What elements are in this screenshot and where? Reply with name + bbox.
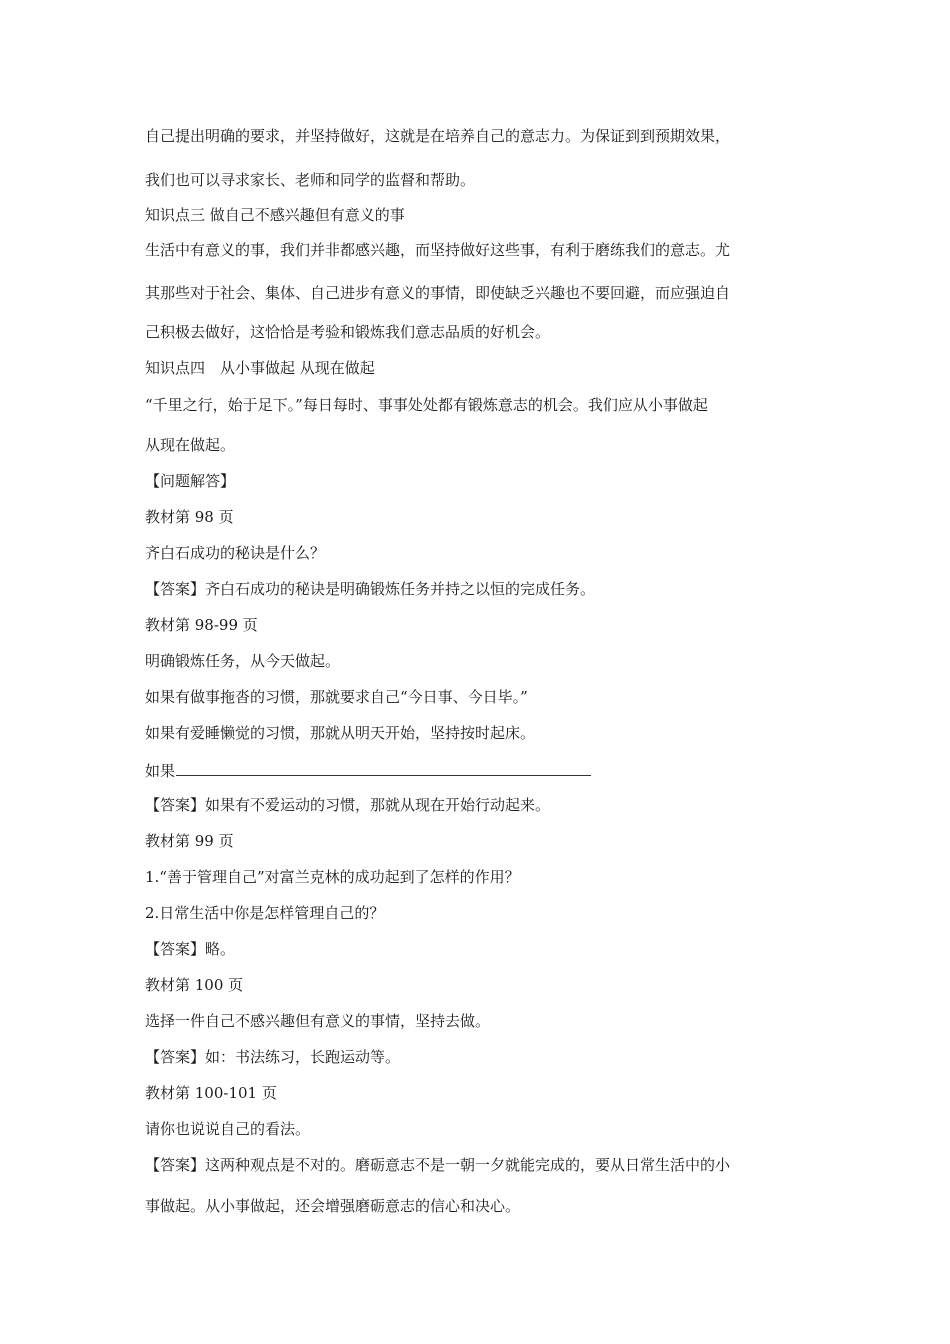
question-line: 选择一件自己不感兴趣但有意义的事情，坚持去做。 [145,1012,491,1030]
section-heading: 知识点三 做自己不感兴趣但有意义的事 [145,206,405,224]
textbook-page-ref: 教材第 98 页 [145,508,234,526]
body-line: 己积极去做好，这恰恰是考验和锻炼我们意志品质的好机会。 [145,323,551,341]
question-line: 请你也说说自己的看法。 [145,1120,311,1138]
textbook-page-ref: 教材第 99 页 [145,832,234,850]
answer-line: 【答案】如：书法练习，长跑运动等。 [145,1048,401,1066]
textbook-page-ref: 教材第 100-101 页 [145,1084,277,1102]
body-line: “千里之行，始于足下。”每日每时、事事处处都有锻炼意志的机会。我们应从小事做起 [145,396,708,414]
textbook-page-ref: 教材第 100 页 [145,976,244,994]
section-heading: 【问题解答】 [145,472,236,490]
answer-line: 【答案】略。 [145,940,236,958]
question-line: 如果有爱睡懒觉的习惯，那就从明天开始，坚持按时起床。 [145,724,536,742]
question-line: 齐白石成功的秘诀是什么？ [145,544,326,562]
question-line: 明确锻炼任务，从今天做起。 [145,652,341,670]
textbook-page-ref: 教材第 98-99 页 [145,616,258,634]
fill-in-prefix: 如果 [145,762,176,780]
body-line: 我们也可以寻求家长、老师和同学的监督和帮助。 [145,171,476,189]
answer-line: 事做起。从小事做起，还会增强磨砺意志的信心和决心。 [145,1197,521,1215]
section-heading: 知识点四 从小事做起 从现在做起 [145,359,375,377]
question-line: 1.“善于管理自己”对富兰克林的成功起到了怎样的作用？ [145,868,520,886]
answer-line: 【答案】这两种观点是不对的。磨砺意志不是一朝一夕就能完成的，要从日常生活中的小 [145,1156,731,1174]
question-line: 2.日常生活中你是怎样管理自己的？ [145,904,385,922]
body-line: 生活中有意义的事，我们并非都感兴趣，而坚持做好这些事，有利于磨练我们的意志。尤 [145,241,731,259]
answer-line: 【答案】如果有不爱运动的习惯，那就从现在开始行动起来。 [145,796,551,814]
fill-in-line [145,759,591,781]
question-line: 如果有做事拖沓的习惯，那就要求自己“今日事、今日毕。” [145,688,528,706]
answer-line: 【答案】齐白石成功的秘诀是明确锻炼任务并持之以恒的完成任务。 [145,580,596,598]
body-line: 从现在做起。 [145,436,236,454]
fill-in-blank [175,759,591,781]
body-line: 自己提出明确的要求，并坚持做好，这就是在培养自己的意志力。为保证到到预期效果， [145,127,731,145]
body-line: 其那些对于社会、集体、自己进步有意义的事情，即使缺乏兴趣也不要回避，而应强迫自 [145,284,731,302]
